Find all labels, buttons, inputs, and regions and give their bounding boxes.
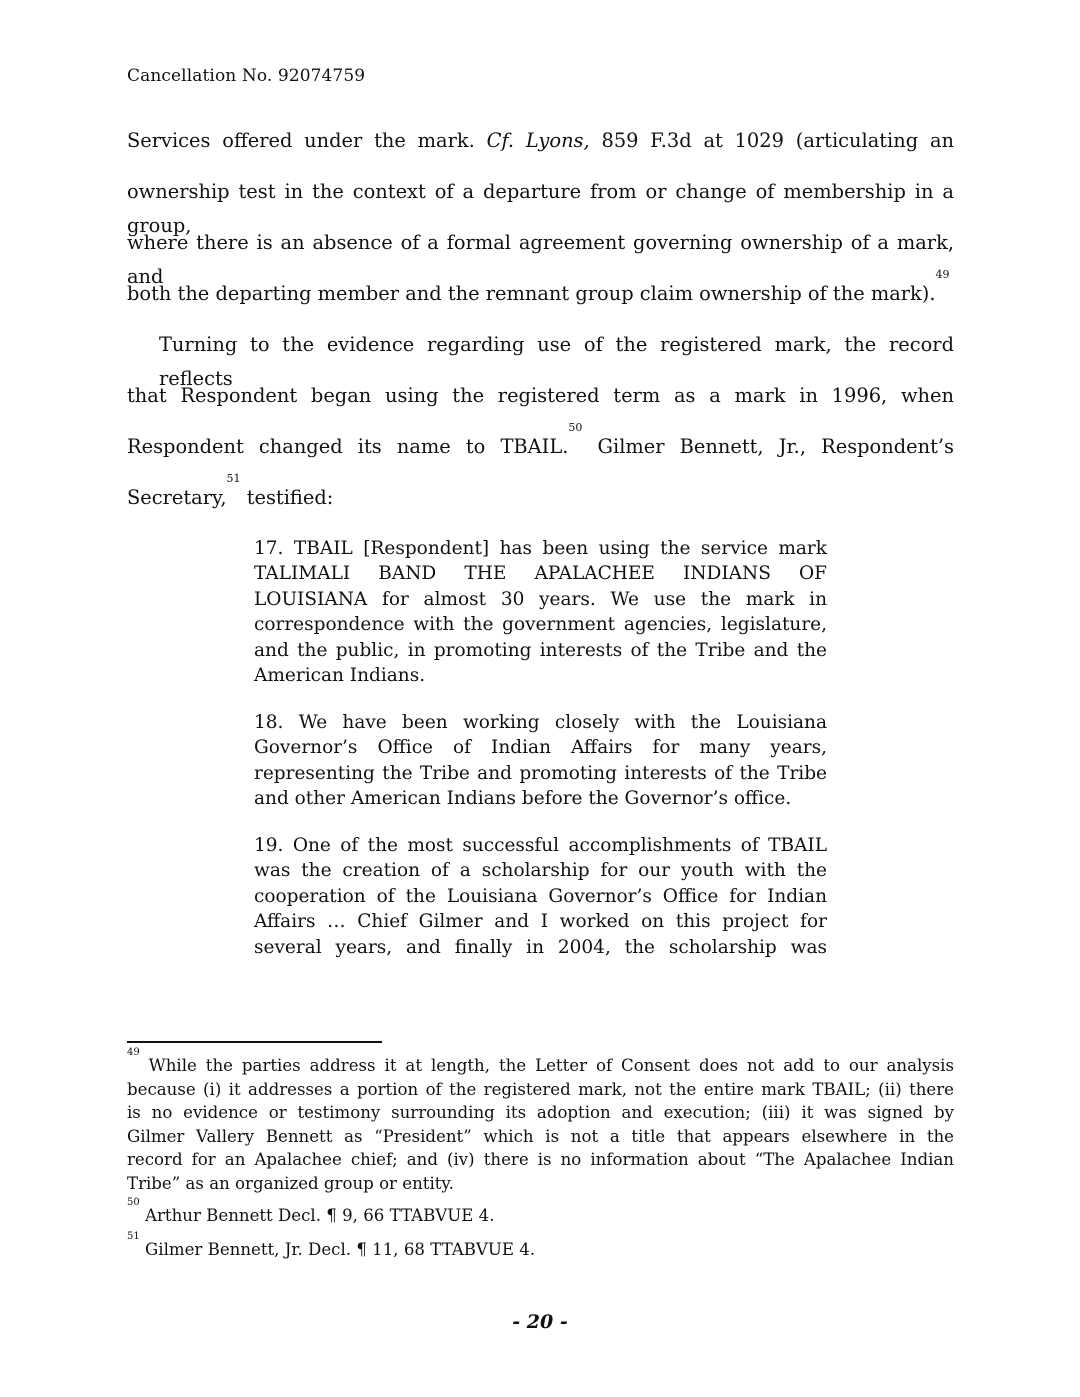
paragraph-line: Turning to the evidence regarding use of the registered mark, the record reflects: [159, 333, 954, 390]
footnote-ref-50[interactable]: 50: [568, 421, 583, 434]
footnote-49: [127, 1047, 954, 1195]
paragraph-evidence: [127, 328, 954, 532]
footnote-50: [127, 1197, 954, 1228]
footnote-line: record for an Apalachee chief; and (iv) there is no information about “The Apalachee Indian: [127, 1150, 954, 1169]
quote-line: several years, and finally in 2004, the scholarship was: [254, 936, 827, 958]
quote-line: TALIMALI BAND THE APALACHEE INDIANS OF: [254, 563, 827, 585]
paragraph-ownership-test: [127, 124, 954, 328]
block-quote-17: [254, 536, 827, 688]
paragraph-line: both the departing member and the remnant group claim ownership of the mark).$^{49}$: [127, 268, 950, 305]
block-quote-19: [254, 833, 827, 960]
footnote-line: Gilmer Vallery Bennett as “President” which is not a title that appears elsewhere in the: [127, 1126, 954, 1146]
footnote-number: 51: [127, 1231, 140, 1242]
footnote-ref-49[interactable]: 49: [935, 268, 950, 281]
case-number-header: Cancellation No. 92074759: [127, 66, 366, 86]
footnote-divider: [127, 1041, 382, 1043]
body-text: [127, 124, 954, 532]
paragraph-line: Services offered under the mark. Cf. Lyons, 859 F.3d at 1029 (articulating an: [127, 129, 954, 152]
case-citation: Cf. Lyons,: [486, 129, 590, 152]
footnote-number: 50: [127, 1197, 140, 1208]
paragraph-line: Secretary,$^{51}$ testified:: [127, 472, 334, 509]
page-number: - 20 -: [512, 1311, 568, 1333]
quote-line: representing the Tribe and promoting interests of the Tribe: [254, 762, 827, 784]
quote-line: and the public, in promoting interests of the Tribe and the: [254, 639, 827, 661]
paragraph-line: where there is an absence of a formal agreement governing ownership of a mark, and: [127, 231, 954, 288]
quote-line: 19. One of the most successful accomplishments of TBAIL: [254, 835, 827, 856]
paragraph-line: ownership test in the context of a departure from or change of membership in a group,: [127, 180, 954, 237]
quote-line: 18. We have been working closely with the Louisiana: [254, 712, 827, 733]
block-quote-18: [254, 710, 827, 812]
footnote-number: 49: [127, 1047, 140, 1058]
quote-line: and other American Indians before the Governor’s office.: [254, 788, 792, 810]
quote-line: cooperation of the Louisiana Governor’s Office for Indian: [254, 885, 827, 907]
footnote-line: is no evidence or testimony surrounding its adoption and execution; (iii) it was signed by: [127, 1103, 954, 1122]
footnote-line: $^{51}$ Gilmer Bennett, Jr. Decl. ¶ 11, 68 TTABVUE 4.: [127, 1231, 536, 1259]
quote-line: Governor’s Office of Indian Affairs for many years,: [254, 737, 827, 759]
footnote-line: $^{50}$ Arthur Bennett Decl. ¶ 9, 66 TTABVUE 4.: [127, 1197, 495, 1225]
quote-line: LOUISIANA for almost 30 years. We use the mark in: [254, 588, 827, 610]
quote-line: American Indians.: [254, 665, 426, 687]
footnote-line: $^{49}$ While the parties address it at length, the Letter of Consent does not add to our analysis: [127, 1047, 954, 1075]
quote-line: Affairs … Chief Gilmer and I worked on this project for: [254, 911, 827, 933]
paragraph-line: Respondent changed its name to TBAIL.$^{50}$ Gilmer Bennett, Jr., Respondent’s: [127, 421, 954, 458]
footnote-line: because (i) it addresses a portion of the registered mark, not the entire mark TBAIL; (ii) there: [127, 1079, 954, 1099]
footnote-line: Tribe” as an organized group or entity.: [127, 1173, 454, 1193]
footnote-51: [127, 1231, 954, 1262]
footnote-ref-51[interactable]: 51: [226, 472, 241, 485]
quote-line: correspondence with the government agencies, legislature,: [254, 614, 827, 636]
quote-line: was the creation of a scholarship for our youth with the: [254, 860, 827, 882]
quote-line: 17. TBAIL [Respondent] has been using the service mark: [254, 538, 827, 559]
paragraph-line: that Respondent began using the registered term as a mark in 1996, when: [127, 384, 954, 407]
